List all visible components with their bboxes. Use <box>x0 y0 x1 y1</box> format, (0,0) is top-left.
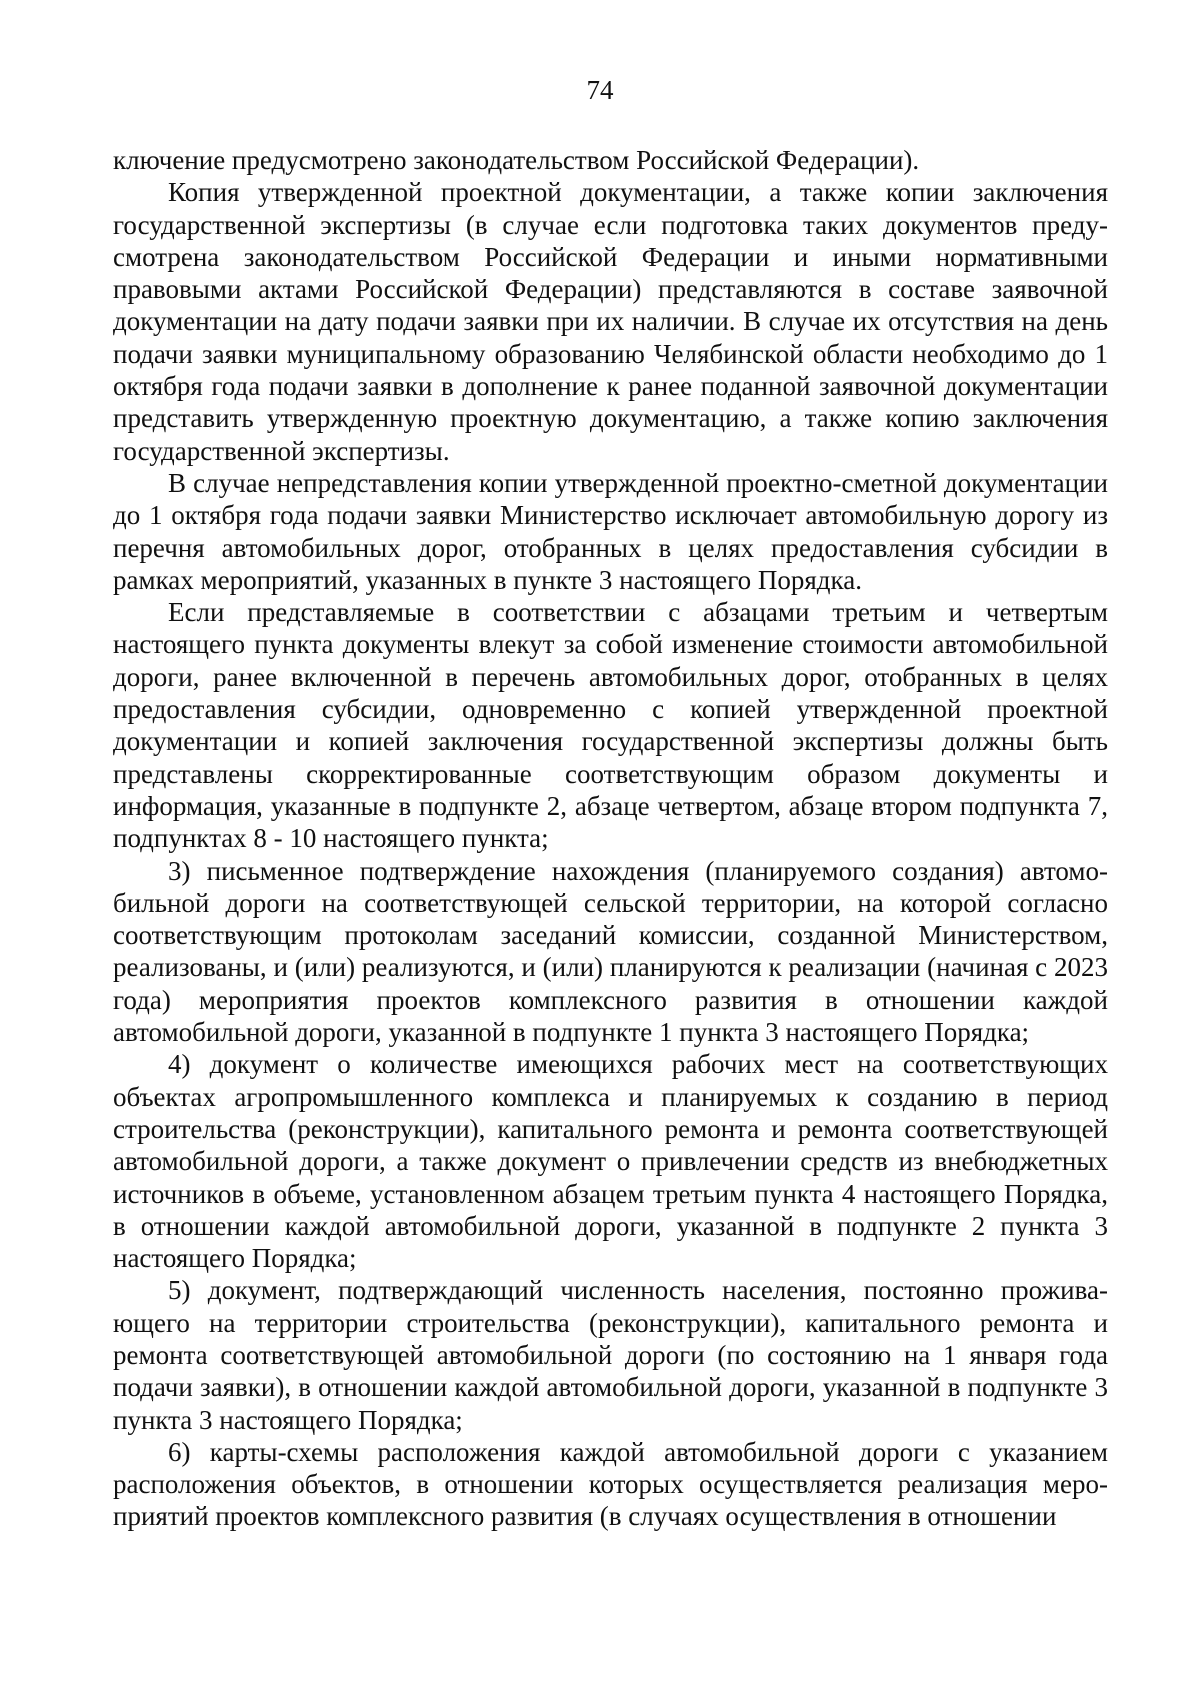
list-item-6: 6) карты-схемы расположения каждой автомобильной дороги с указанием расположения объектов, в отношении которых осуществляется реализация мероприятий проектов комплексного развития (в случаях осуществления в отношении <box>113 1436 1108 1532</box>
list-item-5: 5) документ, подтверждающий численность населения, постоянно проживающего на территории строительства (реконструкции), капитального ремонта и ремонта соответствующей автомобильной дороги (по состоянию на 1 января года подачи заявки), в отношении каждой автомобильной дороги, указанной в подпункте 3 пункта 3 настоящего Порядка; <box>113 1275 1108 1435</box>
page-number: 74 <box>586 75 614 105</box>
paragraph-cost-change: Если представляемые в соответствии с абзацами третьим и четвертым настоящего пункта документы влекут за собой изменение стоимости автомобильной дороги, ранее включенной в перечень автомобильных дорог, отобранных в целях предоставления субсидии, одновременно с копией утвержденной проектной документации и копией заключения государственной экспертизы должны быть представлены скорректированные соответствующим образом документы и информация, указанные в подпункте 2, абзаце четвертом, абзаце втором подпункта 7, подпунктах 8 - 10 настоящего пункта; <box>113 597 1108 854</box>
paragraph-project-documentation: Копия утвержденной проектной документации, а также копии заключения государственной экспертизы (в случае если подготовка таких документов предусмотрена законодательством Российской Федерации и иными нормативными правовыми актами Российской Федерации) представляются в составе заявочной документации на дату подачи заявки при их наличии. В случае их отсутствия на день подачи заявки муниципальному образованию Челябинской области необходимо до 1 октября года подачи заявки в дополнение к ранее поданной заявочной документации представить утвержденную проектную документацию, а также копию заключения государственной экспертизы. <box>113 177 1108 466</box>
paragraph-continuation: ключение предусмотрено законодательством Российской Федерации). <box>113 145 920 175</box>
document-body <box>113 144 1108 1533</box>
list-item-3: 3) письменное подтверждение нахождения (планируемого создания) автомобильной дороги на соответствующей сельской территории, на которой согласно соответствующим протоколам заседаний комиссии, созданной Министерством, реализованы, и (или) реализуются, и (или) планируются к реализации (начиная с 2023 года) мероприятия проектов комплексного развития в отношении каждой автомобильной дороги, указанной в подпункте 1 пункта 3 настоящего Порядка; <box>113 855 1108 1048</box>
list-item-4: 4) документ о количестве имеющихся рабочих мест на соответствующих объектах агропромышленного комплекса и планируемых к созданию в период строительства (реконструкции), капитального ремонта и ремонта соответствующей автомобильной дороги, а также документ о привлечении средств из внебюджетных источников в объеме, установленном абзацем третьим пункта 4 настоящего Порядка, в отношении каждой автомобильной дороги, указанной в подпункте 2 пункта 3 настоящего Порядка; <box>113 1049 1108 1274</box>
paragraph-non-submission: В случае непредставления копии утвержденной проектно-сметной документации до 1 октября года подачи заявки Министерство исключает автомобильную дорогу из перечня автомобильных дорог, отобранных в целях предоставления субсидии в рамках мероприятий, указанных в пункте 3 настоящего Порядка. <box>113 467 1108 595</box>
